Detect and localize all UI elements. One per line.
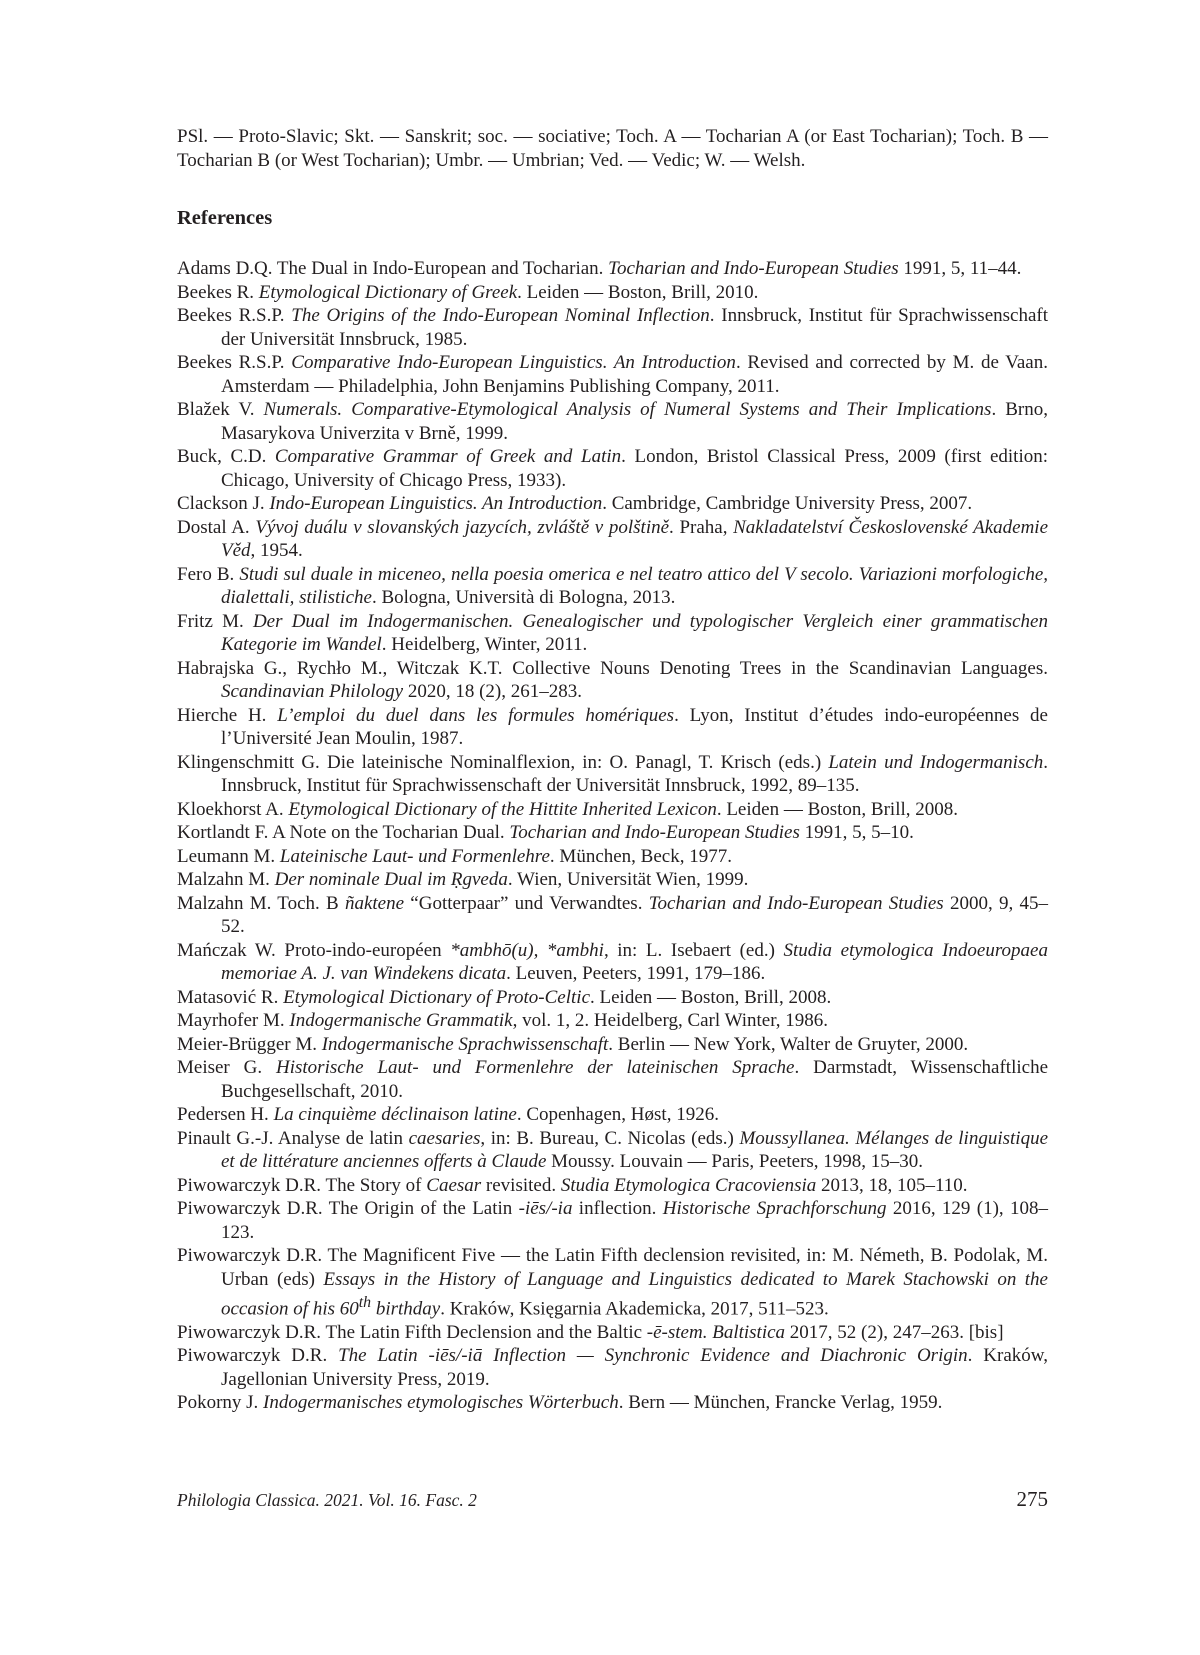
- reference-text: Fritz M.: [177, 610, 253, 632]
- reference-text: Blažek V.: [177, 399, 264, 420]
- reference-entry: [177, 516, 1048, 563]
- reference-text: . London, Bristol Classical Press, 2009 (first edition: Chicago, University of Chicago Press, 1933).: [221, 446, 1048, 491]
- reference-text: Mayrhofer M.: [177, 1010, 290, 1031]
- reference-text: inflection.: [572, 1198, 663, 1219]
- reference-entry: [177, 1009, 1048, 1033]
- reference-text: Piwowarczyk D.R. The Latin Fifth Declension and the Baltic: [177, 1321, 647, 1343]
- reference-text: Moussy. Louvain — Paris, Peeters, 1998, 15–30.: [546, 1151, 924, 1172]
- reference-entry: [177, 821, 1048, 845]
- reference-italic-text: ñaktene: [344, 892, 405, 914]
- reference-entry: [177, 986, 1048, 1010]
- reference-entry: [177, 257, 1048, 281]
- reference-text: . Leiden — Boston, Brill, 2010.: [517, 281, 759, 303]
- reference-text: . Bologna, Università di Bologna, 2013.: [371, 587, 676, 608]
- reference-italic-text: L’emploi du duel dans les formules homériques: [277, 704, 675, 726]
- reference-text: Piwowarczyk D.R. The Story of: [177, 1174, 427, 1196]
- reference-italic-text: Studia Etymologica Cracoviensia: [560, 1174, 817, 1196]
- reference-italic-text: caesaries: [408, 1127, 481, 1149]
- reference-entry: [177, 704, 1048, 751]
- reference-italic-text: Nakladatelství Československé Akademie Věd: [221, 516, 1048, 561]
- reference-entry: [177, 1056, 1048, 1103]
- page-body: [177, 125, 1048, 1415]
- reference-entry: [177, 492, 1048, 516]
- reference-text: Dostal A.: [177, 516, 256, 538]
- reference-text: . Leiden — Boston, Brill, 2008.: [716, 798, 959, 820]
- reference-text: Pinault G.-J. Analyse de latin: [177, 1127, 409, 1149]
- reference-text: Matasović R.: [177, 986, 284, 1008]
- abbreviations-paragraph: PSl. — Proto-Slavic; Skt. — Sanskrit; soc. — sociative; Toch. A — Tocharian A (or East Tocharian); Toch. B — Tocharian B (or West Tocharian); Umbr. — Umbrian; Ved. — Vedic; W. — Welsh.: [177, 126, 1048, 171]
- reference-italic-text: birthday: [371, 1298, 441, 1320]
- reference-text: . Lyon, Institut d’études indo-européennes de l’Université Jean Moulin, 1987.: [221, 704, 1048, 749]
- reference-italic-text: Tocharian and Indo-European Studies: [509, 822, 800, 843]
- reference-text: 2000, 9, 45–52.: [221, 892, 1048, 937]
- reference-entry: [177, 845, 1048, 869]
- reference-text: 2016, 129 (1), 108–123.: [221, 1198, 1049, 1243]
- reference-text: Malzahn M.: [177, 869, 275, 890]
- reference-entry: [177, 1033, 1048, 1057]
- reference-entry: [177, 892, 1048, 939]
- reference-text: . Cambridge, Cambridge University Press, 2007.: [602, 493, 973, 514]
- reference-italic-text: Historische Laut- und Formenlehre der lateinischen Sprache: [276, 1057, 795, 1078]
- reference-entry: [177, 610, 1048, 657]
- reference-italic-text: Studi sul duale in miceneo, nella poesia omerica e nel teatro attico del V secolo. Variazioni morfologiche, dialettali, stilistiche: [221, 563, 1048, 608]
- reference-italic-text: Etymological Dictionary of the Hittite Inherited Lexicon: [288, 798, 717, 820]
- reference-text: Malzahn M. Toch. B: [177, 892, 345, 914]
- reference-italic-text: Numerals. Comparative-Etymological Analysis of Numeral Systems and Their Implications: [263, 399, 992, 420]
- reference-entry: [177, 398, 1048, 445]
- reference-italic-text: Historische Sprachforschung: [662, 1198, 887, 1219]
- reference-text: . Innsbruck, Institut für Sprachwissenschaft der Universität Innsbruck, 1985.: [221, 305, 1048, 350]
- reference-text: , 1954.: [250, 540, 303, 561]
- reference-text: , in: B. Bureau, C. Nicolas (eds.): [480, 1127, 740, 1149]
- reference-italic-text: La cinquième déclinaison latine: [273, 1104, 517, 1125]
- reference-entry: [177, 1344, 1048, 1391]
- reference-text: . Darmstadt, Wissenschaftliche Buchgesellschaft, 2010.: [221, 1057, 1048, 1102]
- reference-entry: [177, 1321, 1048, 1345]
- reference-italic-text: Comparative Grammar of Greek and Latin: [274, 446, 622, 467]
- reference-text: . Leiden — Boston, Brill, 2008.: [590, 986, 832, 1008]
- reference-text: . Innsbruck, Institut für Sprachwissenschaft der Universität Innsbruck, 1992, 89–135.: [221, 751, 1048, 796]
- reference-italic-text: Indogermanisches etymologisches Wörterbuch: [263, 1392, 619, 1414]
- reference-text: Meiser G.: [177, 1057, 276, 1078]
- reference-italic-text: Essays in the History of Language and Linguistics dedicated to Marek Stachowski on the occasion of his 60: [221, 1268, 1048, 1320]
- reference-italic-text: Indogermanische Grammatik: [289, 1010, 513, 1031]
- reference-italic-text: Indo-European Linguistics. An Introduction: [269, 493, 603, 514]
- reference-entry: [177, 1103, 1048, 1127]
- reference-text: Meier-Brügger M.: [177, 1033, 322, 1055]
- reference-text: . Kraków, Jagellonian University Press, 2019.: [221, 1345, 1048, 1390]
- reference-italic-text: Latein und Indogermanisch: [828, 751, 1044, 773]
- reference-text: Hierche H.: [177, 704, 278, 726]
- reference-text: Mańczak W. Proto-indo-européen: [177, 939, 451, 961]
- reference-italic-text: Etymological Dictionary of Proto-Celtic: [283, 986, 591, 1008]
- reference-italic-text: Etymological Dictionary of Greek: [258, 281, 518, 303]
- reference-text: . Brno, Masarykova Univerzita v Brně, 1999.: [221, 399, 1048, 444]
- reference-italic-text: Comparative Indo-European Linguistics. An Introduction: [291, 352, 736, 373]
- reference-text: . München, Beck, 1977.: [549, 845, 732, 867]
- reference-entry: [177, 751, 1048, 798]
- reference-italic-text: -ē-stem. Baltistica: [646, 1321, 786, 1343]
- reference-entry: [177, 304, 1048, 351]
- reference-text: 1991, 5, 5–10.: [799, 822, 914, 843]
- reference-italic-text: Lateinische Laut- und Formenlehre: [279, 845, 550, 867]
- reference-text: . Bern — München, Francke Verlag, 1959.: [618, 1392, 943, 1414]
- reference-italic-text: Tocharian and Indo-European Studies: [648, 892, 944, 914]
- reference-text: , in: L. Isebaert (ed.): [603, 939, 784, 961]
- reference-italic-text: Moussyllanea. Mélanges de linguistique et de littérature anciennes offerts à Claude: [221, 1127, 1048, 1172]
- reference-entry: [177, 563, 1048, 610]
- reference-text: Kortlandt F. A Note on the Tocharian Dual.: [177, 822, 510, 843]
- reference-text: Piwowarczyk D.R. The Magnificent Five — the Latin Fifth declension revisited, in: M. Németh, B. Podolak, M. Urban (eds): [177, 1245, 1048, 1290]
- reference-text: . Praha,: [669, 516, 734, 538]
- reference-italic-text: -iēs/-ia: [518, 1198, 573, 1219]
- reference-text: Klingenschmitt G. Die lateinische Nominalflexion, in: O. Panagl, T. Krisch (eds.): [177, 751, 829, 773]
- reference-text: 2017, 52 (2), 247–263. [bis]: [785, 1321, 1004, 1343]
- reference-text: Adams D.Q. The Dual in Indo-European and Tocharian.: [177, 258, 609, 279]
- reference-text: Beekes R.: [177, 281, 259, 303]
- reference-entry: [177, 1244, 1048, 1321]
- reference-italic-text: Tocharian and Indo-European Studies: [608, 258, 899, 279]
- reference-entry: [177, 798, 1048, 822]
- reference-entry: [177, 939, 1048, 986]
- reference-italic-text: th: [358, 1294, 372, 1311]
- reference-entry: [177, 868, 1048, 892]
- reference-italic-text: Scandinavian Philology: [221, 681, 404, 702]
- reference-text: Piwowarczyk D.R.: [177, 1345, 339, 1367]
- reference-text: Pedersen H.: [177, 1104, 274, 1125]
- reference-entry: [177, 351, 1048, 398]
- reference-text: Habrajska G., Rychło M., Witczak K.T. Collective Nouns Denoting Trees in the Scandinavian Languages.: [177, 657, 1048, 679]
- reference-text: , vol. 1, 2. Heidelberg, Carl Winter, 1986.: [512, 1010, 829, 1031]
- reference-text: 1991, 5, 11–44.: [898, 258, 1022, 279]
- references-heading: References: [177, 207, 273, 229]
- reference-italic-text: *ambhō(u), *ambhi: [450, 939, 604, 961]
- reference-entry: [177, 1197, 1048, 1244]
- reference-text: Pokorny J.: [177, 1392, 264, 1414]
- reference-text: . Kraków, Księgarnia Akademicka, 2017, 511–523.: [440, 1298, 829, 1320]
- reference-italic-text: The Origins of the Indo-European Nominal Inflection: [291, 305, 710, 326]
- reference-text: Beekes R.S.P.: [177, 352, 292, 373]
- reference-text: . Heidelberg, Winter, 2011.: [381, 634, 588, 655]
- reference-entry: [177, 1127, 1048, 1174]
- reference-italic-text: The Latin -iēs/-iā Inflection — Synchronic Evidence and Diachronic Origin: [338, 1345, 968, 1367]
- reference-text: . Revised and corrected by M. de Vaan. Amsterdam — Philadelphia, John Benjamins Publishing Company, 2011.: [221, 352, 1048, 397]
- reference-text: . Berlin — New York, Walter de Gruyter, 2000.: [608, 1033, 969, 1055]
- reference-text: Clackson J.: [177, 493, 270, 514]
- reference-italic-text: Der nominale Dual im Ṛgveda: [274, 869, 508, 890]
- references-list: [177, 257, 1048, 1415]
- reference-text: . Copenhagen, Høst, 1926.: [516, 1104, 719, 1125]
- reference-text: revisited.: [481, 1174, 561, 1196]
- reference-text: 2013, 18, 105–110.: [816, 1174, 968, 1196]
- reference-entry: [177, 281, 1048, 305]
- journal-citation: Philologia Classica. 2021. Vol. 16. Fasc. 2: [177, 1490, 477, 1510]
- reference-text: Kloekhorst A.: [177, 798, 289, 820]
- reference-text: Buck, C.D.: [177, 446, 275, 467]
- reference-italic-text: Caesar: [426, 1174, 482, 1196]
- reference-entry: [177, 657, 1048, 704]
- reference-text: Beekes R.S.P.: [177, 305, 292, 326]
- reference-italic-text: Studia etymologica Indoeuropaea memoriae A. J. van Windekens dicata: [221, 939, 1048, 984]
- page-number: 275: [1016, 1487, 1048, 1511]
- reference-text: . Wien, Universität Wien, 1999.: [507, 869, 749, 890]
- reference-text: . Leuven, Peeters, 1991, 179–186.: [506, 963, 766, 984]
- reference-entry: [177, 445, 1048, 492]
- reference-italic-text: Vývoj duálu v slovanských jazycích, zvláště v polštině: [255, 516, 670, 538]
- reference-entry: [177, 1174, 1048, 1198]
- reference-text: 2020, 18 (2), 261–283.: [403, 681, 582, 702]
- reference-text: Fero B.: [177, 563, 240, 585]
- reference-text: Leumann M.: [177, 845, 280, 867]
- reference-text: Piwowarczyk D.R. The Origin of the Latin: [177, 1198, 519, 1219]
- reference-text: “Gotterpaar” und Verwandtes.: [404, 892, 649, 914]
- reference-italic-text: Indogermanische Sprachwissenschaft: [321, 1033, 609, 1055]
- reference-italic-text: Der Dual im Indogermanischen. Genealogischer und typologischer Vergleich einer grammatischen Kategorie im Wandel: [221, 610, 1048, 655]
- reference-entry: [177, 1391, 1048, 1415]
